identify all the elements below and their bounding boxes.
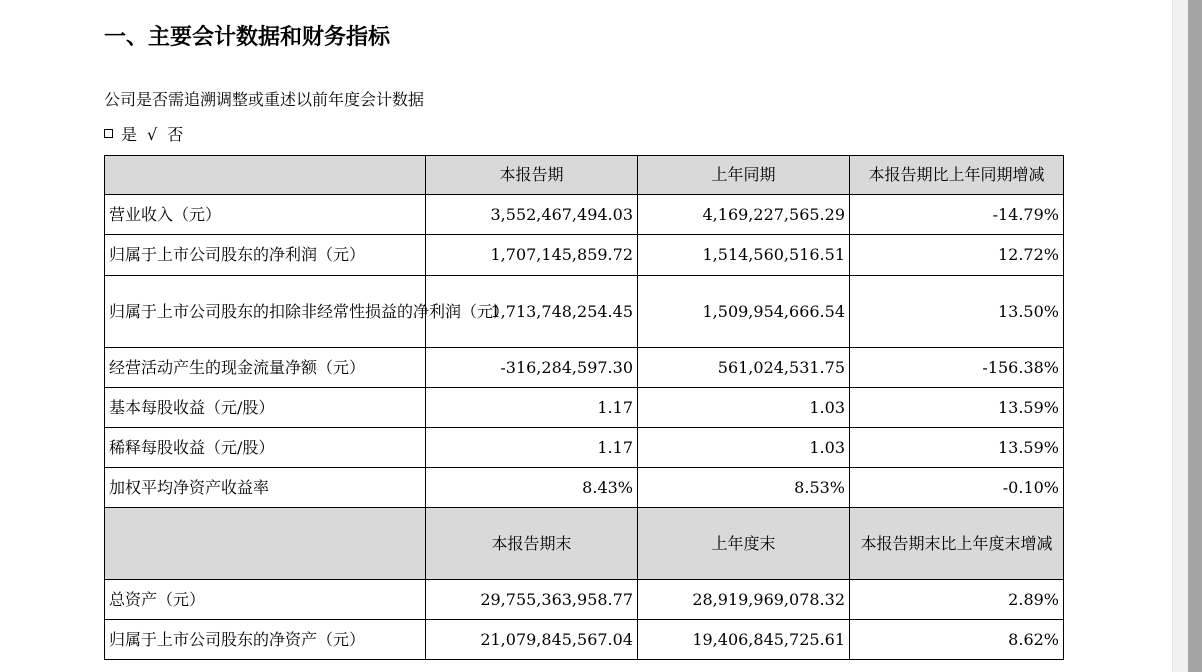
row-label: 加权平均净资产收益率 xyxy=(105,468,426,508)
header-period-end-change: 本报告期末比上年度末增减 xyxy=(850,508,1064,580)
prior-value: 1,514,560,516.51 xyxy=(638,235,850,276)
prior-value: 1.03 xyxy=(638,388,850,428)
change-value: -156.38% xyxy=(850,348,1064,388)
header-period-change: 本报告期比上年同期增减 xyxy=(850,156,1064,195)
table-row xyxy=(105,620,1064,660)
table-row xyxy=(105,388,1064,428)
change-value: 13.59% xyxy=(850,388,1064,428)
row-label: 总资产（元） xyxy=(105,580,426,620)
unchecked-box-icon xyxy=(104,129,113,138)
choice-yes-label: 是 xyxy=(121,125,138,144)
prior-value: 8.53% xyxy=(638,468,850,508)
current-value: 1.17 xyxy=(426,428,638,468)
header-blank xyxy=(105,156,426,195)
current-value: 1.17 xyxy=(426,388,638,428)
prior-value: 19,406,845,725.61 xyxy=(638,620,850,660)
row-label: 稀释每股收益（元/股） xyxy=(105,428,426,468)
table-row xyxy=(105,348,1064,388)
prior-value: 28,919,969,078.32 xyxy=(638,580,850,620)
table-row xyxy=(105,428,1064,468)
prior-value: 561,024,531.75 xyxy=(638,348,850,388)
change-value: -14.79% xyxy=(850,195,1064,235)
scrollbar-thumb[interactable] xyxy=(1188,0,1202,672)
change-value: -0.10% xyxy=(850,468,1064,508)
row-label: 归属于上市公司股东的净资产（元） xyxy=(105,620,426,660)
row-label: 归属于上市公司股东的净利润（元） xyxy=(105,235,426,276)
table-row xyxy=(105,195,1064,235)
table-header-row xyxy=(105,156,1064,195)
change-value: 13.50% xyxy=(850,276,1064,348)
restatement-choice xyxy=(104,124,183,146)
current-value: -316,284,597.30 xyxy=(426,348,638,388)
table-row xyxy=(105,276,1064,348)
table-row xyxy=(105,468,1064,508)
checkmark-icon: √ xyxy=(147,125,158,144)
restatement-question: 公司是否需追溯调整或重述以前年度会计数据 xyxy=(104,90,425,109)
current-value: 8.43% xyxy=(426,468,638,508)
header-current-period: 本报告期 xyxy=(426,156,638,195)
change-value: 12.72% xyxy=(850,235,1064,276)
table-row xyxy=(105,580,1064,620)
current-value: 21,079,845,567.04 xyxy=(426,620,638,660)
row-label: 经营活动产生的现金流量净额（元） xyxy=(105,348,426,388)
financial-indicators-table xyxy=(104,155,1064,660)
vertical-scrollbar[interactable] xyxy=(1172,0,1202,672)
change-value: 13.59% xyxy=(850,428,1064,468)
current-value: 29,755,363,958.77 xyxy=(426,580,638,620)
table-header-row xyxy=(105,508,1064,580)
current-value: 1,707,145,859.72 xyxy=(426,235,638,276)
header-blank xyxy=(105,508,426,580)
change-value: 2.89% xyxy=(850,580,1064,620)
header-prior-period: 上年同期 xyxy=(638,156,850,195)
header-current-period-end: 本报告期末 xyxy=(426,508,638,580)
change-value: 8.62% xyxy=(850,620,1064,660)
prior-value: 4,169,227,565.29 xyxy=(638,195,850,235)
row-label: 营业收入（元） xyxy=(105,195,426,235)
section-title: 一、主要会计数据和财务指标 xyxy=(104,25,391,50)
table-row xyxy=(105,235,1064,276)
header-prior-year-end: 上年度末 xyxy=(638,508,850,580)
prior-value: 1,509,954,666.54 xyxy=(638,276,850,348)
current-value: 1,713,748,254.45 xyxy=(426,276,638,348)
current-value: 3,552,467,494.03 xyxy=(426,195,638,235)
prior-value: 1.03 xyxy=(638,428,850,468)
row-label: 归属于上市公司股东的扣除非经常性损益的净利润（元） xyxy=(105,276,426,348)
row-label: 基本每股收益（元/股） xyxy=(105,388,426,428)
choice-no-label: 否 xyxy=(167,125,184,144)
